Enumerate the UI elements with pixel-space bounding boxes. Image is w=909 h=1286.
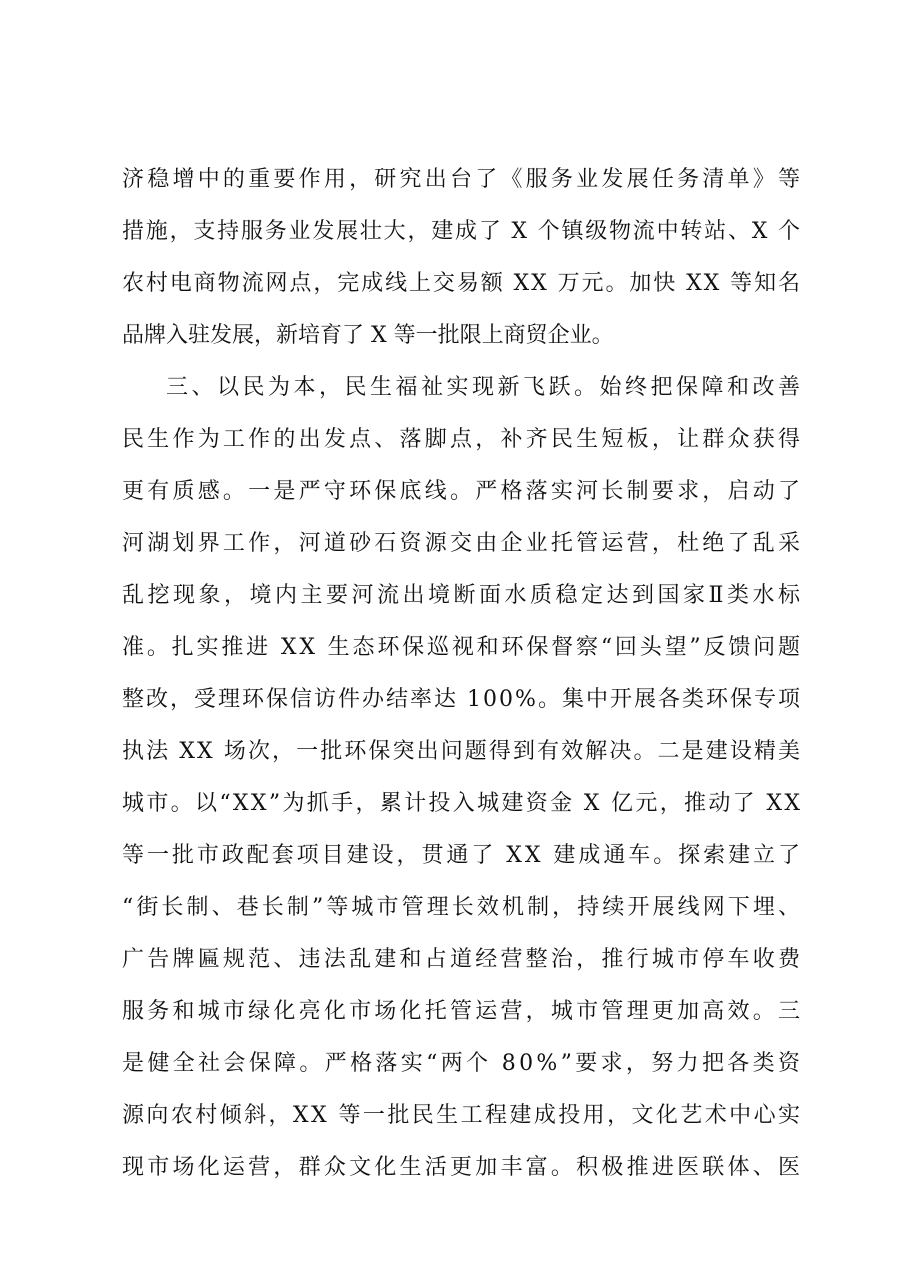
text-line: 广告牌匾规范、违法乱建和占道经营整治，推行城市停车收费 (122, 947, 804, 972)
text-line: 现市场化运营，群众文化生活更加丰富。积极推进医联体、医 (122, 1155, 804, 1180)
text-line: “街长制、巷长制”等城市管理长效机制，持续开展线网下埋、 (122, 895, 804, 920)
text-line: 是健全社会保障。严格落实“两个 80%”要求，努力把各类资 (122, 1051, 804, 1076)
text-line: 措施，支持服务业发展壮大，建成了 X 个镇级物流中转站、X 个 (122, 219, 802, 244)
text-line: 民生作为工作的出发点、落脚点，补齐民生短板，让群众获得 (122, 427, 804, 452)
text-line: 服务和城市绿化亮化市场化托管运营，城市管理更加高效。三 (122, 999, 804, 1024)
paragraph-heading-line: 三、以民为本，民生福祉实现新飞跃。始终把保障和改善 (166, 375, 804, 400)
text-line: 农村电商物流网点，完成线上交易额 XX 万元。加快 XX 等知名 (122, 271, 802, 296)
text-line: 城市。以“XX”为抓手，累计投入城建资金 X 亿元，推动了 XX (122, 791, 803, 816)
text-line: 等一批市政配套项目建设，贯通了 XX 建成通车。探索建立了 (122, 843, 803, 868)
text-line: 更有质感。一是严守环保底线。严格落实河长制要求，启动了 (122, 479, 804, 504)
text-line: 执法 XX 场次，一批环保突出问题得到有效解决。二是建设精美 (122, 739, 803, 764)
text-line: 河湖划界工作，河道砂石资源交由企业托管运营，杜绝了乱采 (122, 531, 804, 556)
text-line: 准。扎实推进 XX 生态环保巡视和环保督察“回头望”反馈问题 (122, 635, 803, 660)
text-line: 源向农村倾斜，XX 等一批民生工程建成投用，文化艺术中心实 (122, 1103, 803, 1128)
text-line: 乱挖现象，境内主要河流出境断面水质稳定达到国家Ⅱ类水标 (122, 583, 804, 608)
text-line: 济稳增中的重要作用，研究出台了《服务业发展任务清单》等 (122, 167, 804, 192)
text-line: 品牌入驻发展，新培育了 X 等一批限上商贸企业。 (122, 323, 614, 348)
text-line: 整改，受理环保信访件办结率达 100%。集中开展各类环保专项 (122, 687, 803, 712)
